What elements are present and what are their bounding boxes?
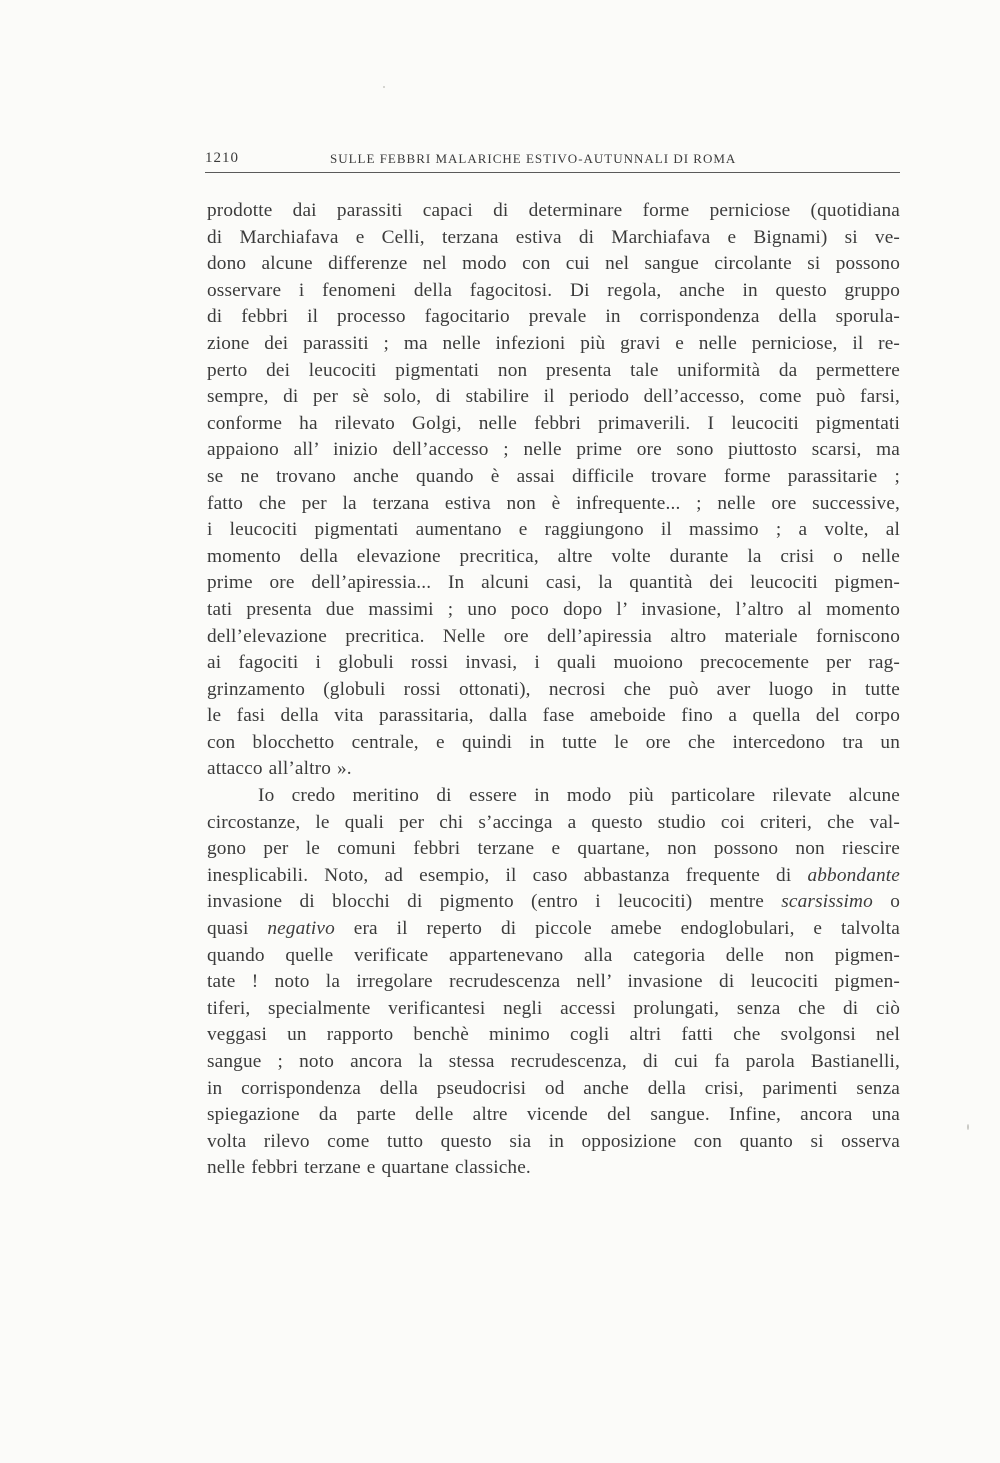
running-head [205,150,900,173]
italic-word: negativo [267,918,335,940]
text-line: prime ore dell’apiressia... In alcuni casi, la quantità dei leucociti pigmen- [207,572,900,594]
text-line: quando quelle verificate appartenevano alla categoria delle non pigmen- [207,944,900,966]
text-line: ai fagociti i globuli rossi invasi, i quali muoiono precocemente per rag- [207,652,900,674]
text-line: fatto che per la terzana estiva non è infrequente... ; nelle ore successive, [207,492,900,514]
text-line: invasione di blocchi di pigmento (entro i leucociti) mentre scarsissimo o [207,891,900,913]
text-line: osservare i fenomeni della fagocitosi. Di regola, anche in questo gruppo [207,279,900,301]
text-line: appaiono all’ inizio dell’accesso ; nelle prime ore sono piuttosto scarsi, ma [207,439,900,461]
text-line: zione dei parassiti ; ma nelle infezioni più gravi e nelle perniciose, il re- [207,332,900,354]
text-line: dono alcune differenze nel modo con cui nel sangue circolante si possono [207,253,900,275]
text-line: tate ! noto la irregolare recrudescenza nell’ invasione di leucociti pigmen- [207,971,900,993]
text-line: sempre, di per sè solo, di stabilire il periodo dell’accesso, come può farsi, [207,386,900,408]
text-line: se ne trovano anche quando è assai difficile trovare forme parassitarie ; [207,465,900,487]
text-line: di Marchiafava e Celli, terzana estiva di Marchiafava e Bignami) si ve- [207,226,900,248]
text-line: perto dei leucociti pigmentati non presenta tale uniformità da permettere [207,359,900,381]
paper-speck [383,86,385,88]
italic-word: scarsissimo [781,891,873,913]
text-line: le fasi della vita parassitaria, dalla fase ameboide fino a quella del corpo [207,705,900,727]
text-line: veggasi un rapporto benchè minimo cogli altri fatti che svolgonsi nel [207,1024,900,1046]
text-line: prodotte dai parassiti capaci di determinare forme perniciose (quotidiana [207,200,900,221]
text-line: conforme ha rilevato Golgi, nelle febbri primaverili. I leucociti pigmentati [207,412,900,434]
paper-speck [967,1124,969,1130]
text-line: momento della elevazione precritica, altre volte durante la crisi o nelle [207,545,900,567]
text-line: in corrispondenza della pseudocrisi od anche della crisi, parimenti senza [207,1077,900,1099]
running-title: SULLE FEBBRI MALARICHE ESTIVO-AUTUNNALI DI ROMA [330,151,737,166]
text-line: volta rilevo come tutto questo sia in opposizione con quanto si osserva [207,1130,900,1152]
text-line: gono per le comuni febbri terzane e quartane, non possono non riescire [207,838,900,860]
text-line: inesplicabili. Noto, ad esempio, il caso abbastanza frequente di abbondante [207,864,900,886]
text-line: quasi negativo era il reperto di piccole amebe endoglobulari, e talvolta [207,918,901,940]
text-line: Io credo meritino di essere in modo più particolare rilevate alcune [258,785,900,807]
text-line: attacco all’altro ». [207,758,352,780]
text-line: con blocchetto centrale, e quindi in tutte le ore che intercedono tra un [207,731,900,753]
text-line: tati presenta due massimi ; uno poco dopo l’ invasione, l’altro al momento [207,598,900,620]
page-number: 1210 [205,150,239,166]
text-line: circostanze, le quali per chi s’accinga a questo studio coi criteri, che val- [207,811,900,833]
text-line: grinzamento (globuli rossi ottonati), necrosi che può aver luogo in tutte [207,678,900,700]
body-text [207,198,900,1182]
text-line: spiegazione da parte delle altre vicende del sangue. Infine, ancora una [207,1104,900,1126]
text-line: di febbri il processo fagocitario prevale in corrispondenza della sporula- [207,306,900,328]
text-line: dell’elevazione precritica. Nelle ore dell’apiressia altro materiale forniscono [207,625,900,647]
text-line: nelle febbri terzane e quartane classiche. [207,1157,531,1179]
italic-word: abbondante [807,864,900,886]
text-line: i leucociti pigmentati aumentano e raggiungono il massimo ; a volte, al [207,519,900,541]
text-line: sangue ; noto ancora la stessa recrudescenza, di cui fa parola Bastianelli, [207,1051,900,1072]
text-line: tiferi, specialmente verificantesi negli accessi prolungati, senza che di ciò [207,997,900,1019]
